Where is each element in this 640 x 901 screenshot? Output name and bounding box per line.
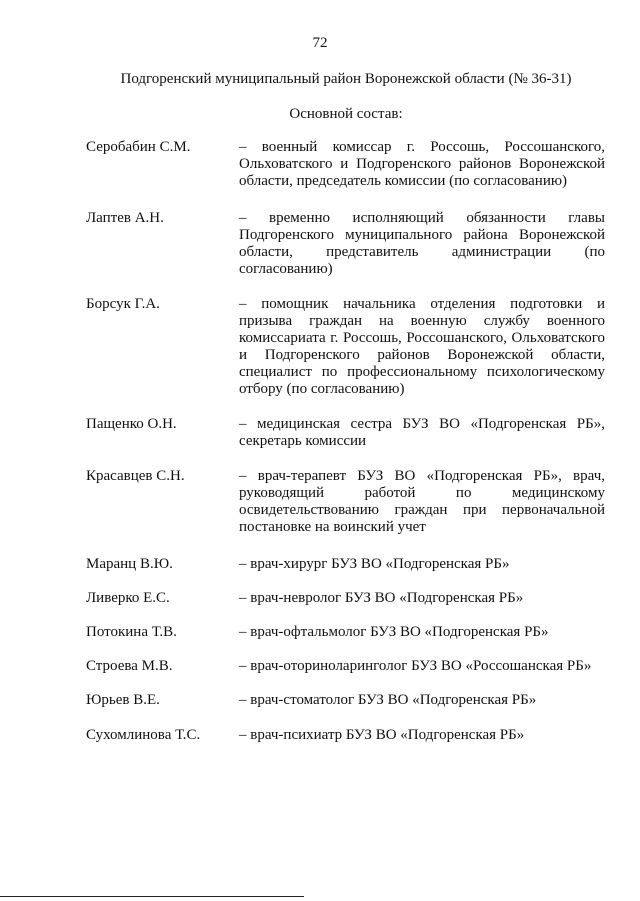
member-role: – врач-офтальмолог БУЗ ВО «Подгоренская РБ» [239,624,549,640]
member-role: – врач-хирург БУЗ ВО «Подгоренская РБ» [239,556,510,572]
member-role: – военный комиссар г. Россошь, Россошанского, Ольховатского и Подгоренского районов Воронежской области, председатель комиссии (по согласованию) [239,139,605,189]
member-role: – медицинская сестра БУЗ ВО «Подгоренская РБ», секретарь комиссии [239,416,605,449]
member-name: Серобабин С.М. [86,139,191,155]
member-name: Потокина Т.В. [86,624,177,640]
member-name: Лаптев А.Н. [86,210,164,226]
member-role: – врач-стоматолог БУЗ ВО «Подгоренская РБ» [239,692,537,708]
member-role: – врач-оториноларинголог БУЗ ВО «Россошанская РБ» [239,658,592,674]
member-name: Юрьев В.Е. [86,692,160,708]
page-number: 72 [312,35,328,51]
member-name: Сухомлинова Т.С. [86,727,201,743]
section-subheading: Основной состав: [289,106,403,122]
member-role: – временно исполняющий обязанности главы Подгоренского муниципального района Воронежской области, представитель администрации (по согласованию) [239,210,605,277]
member-role: – врач-терапевт БУЗ ВО «Подгоренская РБ», врач, руководящий работой по медицинскому освидетельствованию граждан при первоначальной постановке на воинский учет [239,468,605,535]
document-heading: Подгоренский муниципальный район Воронежской области (№ 36-31) [120,71,572,87]
member-name: Борсук Г.А. [86,296,160,312]
member-role: – врач-психиатр БУЗ ВО «Подгоренская РБ» [239,727,525,743]
member-name: Красавцев С.Н. [86,468,185,484]
member-name: Ливерко Е.С. [86,590,170,606]
member-role: – врач-невролог БУЗ ВО «Подгоренская РБ» [239,590,524,606]
member-name: Пащенко О.Н. [86,416,177,432]
member-name: Строева М.В. [86,658,173,674]
footer-divider [0,896,304,897]
member-role: – помощник начальника отделения подготовки и призыва граждан на военную службу военного комиссариата г. Россошь, Россошанского, Ольховатского и Подгоренского районов Воронежской области, специалист по профессиональному психологическому отбору (по согласованию) [239,296,605,397]
member-name: Маранц В.Ю. [86,556,173,572]
